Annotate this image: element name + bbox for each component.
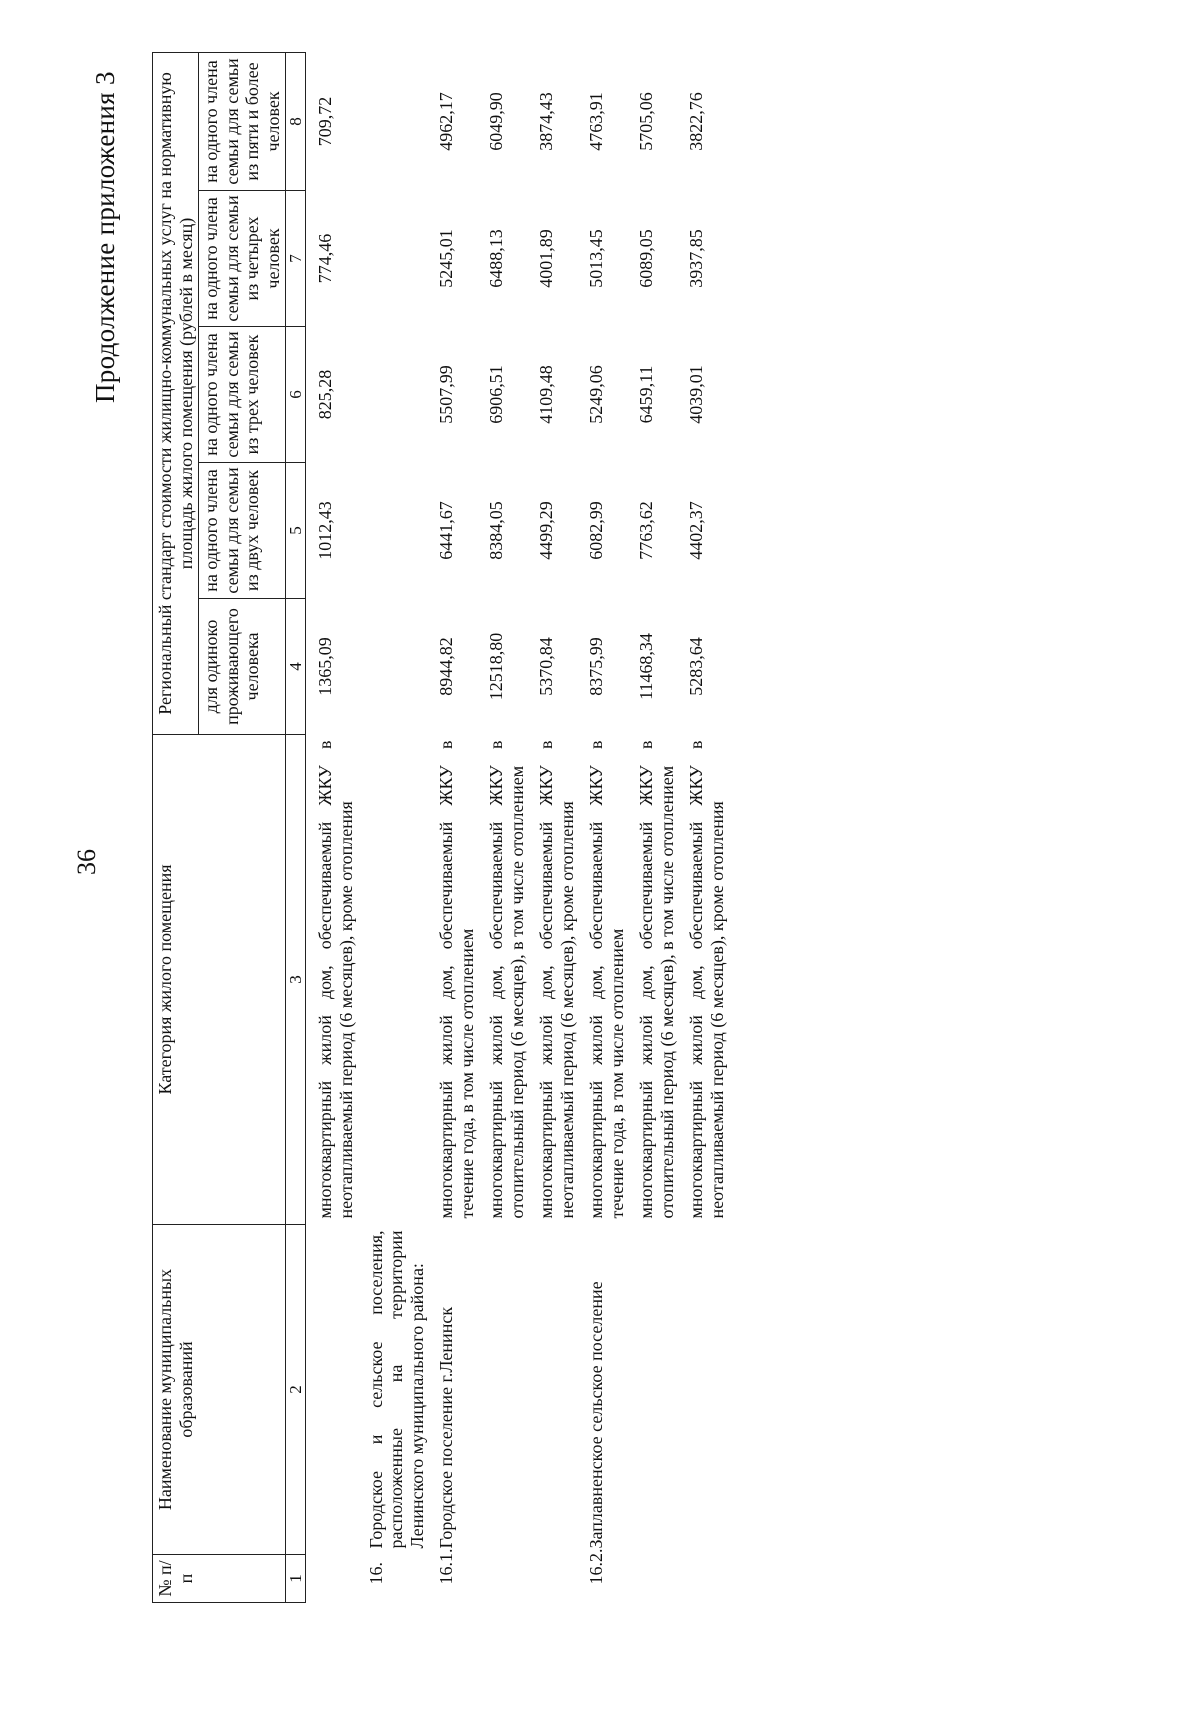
value-family-2: 4402,37 (686, 501, 707, 560)
value-family-3 (357, 327, 428, 463)
row-number (477, 1555, 527, 1603)
row-number (306, 1555, 357, 1603)
housing-category: многоквартирный жилой дом, обеспечиваемый ЖКУ в отопительный период (6 месяцев), в том числе отоплением (636, 740, 677, 1219)
value-family-5-plus: 709,72 (315, 96, 336, 147)
table-row (427, 52, 477, 1602)
column-number: 1 (286, 1555, 306, 1603)
value-family-5-plus (357, 52, 428, 190)
table-row (527, 52, 577, 1602)
value-single: 8944,82 (436, 637, 457, 696)
value-family-2: 8384,05 (486, 501, 507, 560)
value-family-4 (357, 191, 428, 327)
value-family-2: 6082,99 (586, 501, 607, 560)
value-family-4: 6089,05 (636, 229, 657, 288)
housing-category: многоквартирный жилой дом, обеспечиваемый ЖКУ в течение года, в том числе отоплением (586, 740, 627, 1219)
row-number (627, 1555, 677, 1603)
housing-category: многоквартирный жилой дом, обеспечиваемый ЖКУ в течение года, в том числе отоплением (436, 740, 477, 1219)
value-family-4: 5245,01 (436, 229, 457, 288)
value-single: 1365,09 (315, 637, 336, 696)
table-row (477, 52, 527, 1602)
page-number: 36 (72, 849, 101, 875)
value-family-3: 4039,01 (686, 365, 707, 424)
value-family-3: 5507,99 (436, 365, 457, 424)
municipality-name (627, 1225, 677, 1555)
value-single: 5370,84 (536, 637, 557, 696)
value-family-2: 6441,67 (436, 501, 457, 560)
header-col4: для одиноко проживающего человека (199, 599, 286, 735)
value-family-5-plus: 5705,06 (636, 92, 657, 151)
housing-category (357, 735, 428, 1225)
municipality-name (527, 1225, 577, 1555)
table-row (677, 52, 727, 1602)
header-col8: на одного члена семьи для семьи из пяти и более человек (199, 52, 286, 190)
value-family-5-plus: 6049,90 (486, 92, 507, 151)
value-single: 8375,99 (586, 637, 607, 696)
housing-category: многоквартирный жилой дом, обеспечиваемый ЖКУ в неотапливаемый период (6 месяцев), кроме отопления (686, 740, 727, 1219)
municipality-name (677, 1225, 727, 1555)
value-family-3: 4109,48 (536, 365, 557, 424)
appendix-title: Продолжение приложения 3 (90, 71, 120, 403)
value-family-5-plus: 3874,43 (536, 92, 557, 151)
header-name: Наименование муниципальных образований (153, 1225, 286, 1555)
value-family-2: 4499,29 (536, 501, 557, 560)
column-number: 7 (286, 191, 306, 327)
value-family-3: 5249,06 (586, 365, 607, 424)
municipality-name: Заплавненское сельское поселение (586, 1281, 607, 1549)
municipality-name: Городское и сельское поселения, расположенные на территории Ленинского муниципального района: (365, 1230, 427, 1549)
header-standard-group: Региональный стандарт стоимости жилищно-коммунальных услуг на нормативную площадь жилого помещения (рублей в месяц) (153, 52, 199, 734)
column-number: 3 (286, 735, 306, 1225)
value-family-5-plus: 3822,76 (686, 92, 707, 151)
header-col6: на одного члена семьи для семьи из трех человек (199, 327, 286, 463)
header-category: Категория жилого помещения (153, 735, 286, 1225)
header-num: № п/п (153, 1555, 286, 1603)
column-number: 2 (286, 1225, 306, 1555)
column-number: 6 (286, 327, 306, 463)
value-family-5-plus: 4962,17 (436, 92, 457, 151)
table-row (357, 52, 428, 1602)
column-number: 4 (286, 599, 306, 735)
housing-category: многоквартирный жилой дом, обеспечиваемый ЖКУ в отопительный период (6 месяцев), в том числе отоплением (486, 740, 527, 1219)
value-family-4: 3937,85 (686, 229, 707, 288)
column-number: 5 (286, 463, 306, 599)
value-family-3: 825,28 (315, 369, 336, 420)
row-number (527, 1555, 577, 1603)
table-row (306, 52, 357, 1602)
value-family-4: 4001,89 (536, 229, 557, 288)
value-family-2: 7763,62 (636, 501, 657, 560)
housing-category: многоквартирный жилой дом, обеспечиваемый ЖКУ в неотапливаемый период (6 месяцев), кроме отопления (536, 740, 577, 1219)
value-single: 11468,34 (636, 633, 657, 700)
value-family-4: 774,46 (315, 233, 336, 284)
row-number: 16.1. (436, 1548, 457, 1585)
municipality-name (477, 1225, 527, 1555)
row-number: 16.2. (586, 1548, 607, 1585)
row-number: 16. (365, 1562, 386, 1585)
value-family-2 (357, 463, 428, 599)
header-col5: на одного члена семьи для семьи из двух человек (199, 463, 286, 599)
value-family-4: 5013,45 (586, 229, 607, 288)
value-family-2: 1012,43 (315, 501, 336, 560)
table-row (577, 52, 627, 1602)
row-number (677, 1555, 727, 1603)
value-single (357, 599, 428, 735)
value-single: 12518,80 (486, 632, 507, 701)
table-row (627, 52, 677, 1602)
column-number-row (286, 52, 306, 1602)
housing-category: многоквартирный жилой дом, обеспечиваемый ЖКУ в неотапливаемый период (6 месяцев), кроме отопления (315, 740, 356, 1219)
value-family-4: 6488,13 (486, 229, 507, 288)
column-number: 8 (286, 52, 306, 190)
header-col7: на одного члена семьи для семьи из четырех человек (199, 191, 286, 327)
municipality-name: Городское поселение г.Ленинск (436, 1306, 457, 1549)
value-family-3: 6459,11 (636, 365, 657, 424)
regional-standard-table (152, 52, 727, 1603)
value-family-3: 6906,51 (486, 365, 507, 424)
municipality-name (306, 1225, 357, 1555)
value-single: 5283,64 (686, 637, 707, 696)
value-family-5-plus: 4763,91 (586, 92, 607, 151)
